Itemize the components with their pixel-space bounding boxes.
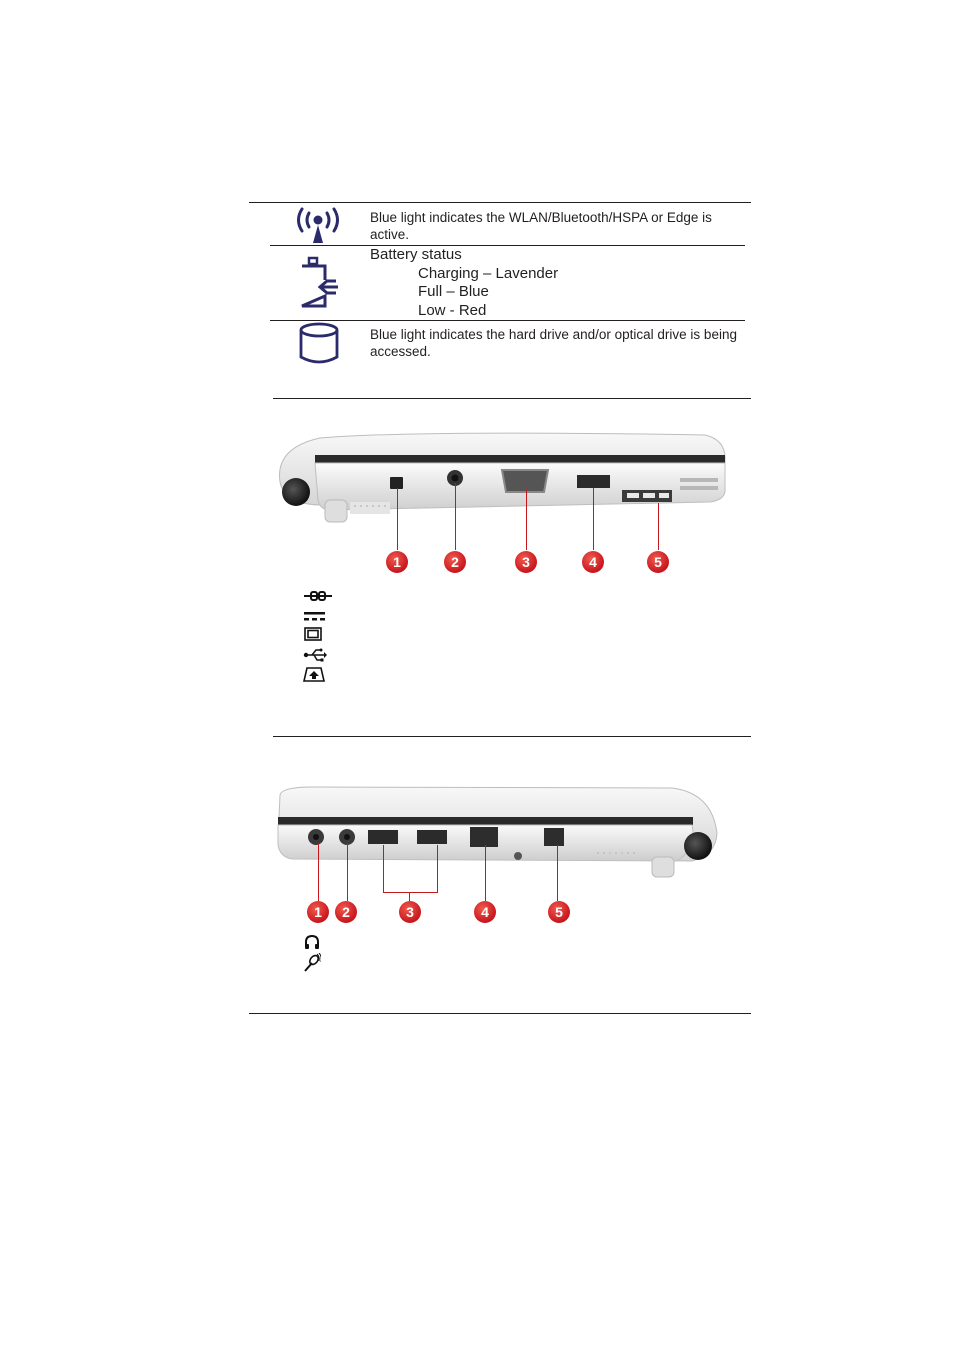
vga-monitor-icon bbox=[304, 627, 322, 641]
callout-2: 2 bbox=[335, 901, 357, 923]
callout-leader bbox=[347, 843, 348, 901]
dc-in-icon bbox=[304, 612, 326, 622]
battery-low-item: Low - Red bbox=[418, 302, 487, 319]
table-row-rule bbox=[270, 245, 745, 246]
battery-full-item: Full – Blue bbox=[418, 283, 489, 300]
callout-1: 1 bbox=[386, 551, 408, 573]
hdd-led-description: Blue light indicates the hard drive and/or optical drive is being accessed. bbox=[370, 327, 737, 359]
callout-leader bbox=[397, 488, 398, 550]
callout-leader bbox=[557, 845, 558, 901]
usb-bracket-leader bbox=[383, 845, 438, 893]
callout-4: 4 bbox=[582, 551, 604, 573]
callout-leader bbox=[658, 503, 659, 550]
callout-leader bbox=[485, 845, 486, 901]
notebook-right-side-photo bbox=[272, 783, 722, 883]
usb-icon bbox=[303, 648, 327, 662]
callout-leader bbox=[455, 483, 456, 550]
callout-5: 5 bbox=[647, 551, 669, 573]
callout-2: 2 bbox=[444, 551, 466, 573]
callout-5: 5 bbox=[548, 901, 570, 923]
section-rule bbox=[273, 736, 751, 737]
callout-3: 3 bbox=[515, 551, 537, 573]
table-row-rule bbox=[270, 320, 745, 321]
callout-4: 4 bbox=[474, 901, 496, 923]
callout-3: 3 bbox=[399, 901, 421, 923]
battery-charging-item: Charging – Lavender bbox=[418, 265, 559, 282]
wireless-icon bbox=[290, 203, 346, 247]
callout-1: 1 bbox=[307, 901, 329, 923]
kensington-lock-icon bbox=[303, 590, 333, 602]
card-reader-icon bbox=[303, 667, 325, 682]
callout-leader bbox=[593, 488, 594, 550]
microphone-icon bbox=[303, 953, 321, 973]
battery-status-title: Battery status bbox=[370, 246, 462, 263]
wlan-led-description: Blue light indicates the WLAN/Bluetooth/HSPA or Edge is active. bbox=[370, 210, 712, 242]
battery-icon bbox=[294, 256, 342, 308]
notebook-left-side-photo bbox=[270, 430, 730, 530]
callout-leader bbox=[318, 843, 319, 901]
hard-drive-icon bbox=[297, 321, 341, 367]
headphone-icon bbox=[304, 934, 320, 950]
section-bottom-rule bbox=[249, 1013, 751, 1014]
table-bottom-rule bbox=[273, 398, 751, 399]
callout-leader bbox=[526, 490, 527, 550]
callout-leader bbox=[409, 892, 410, 901]
